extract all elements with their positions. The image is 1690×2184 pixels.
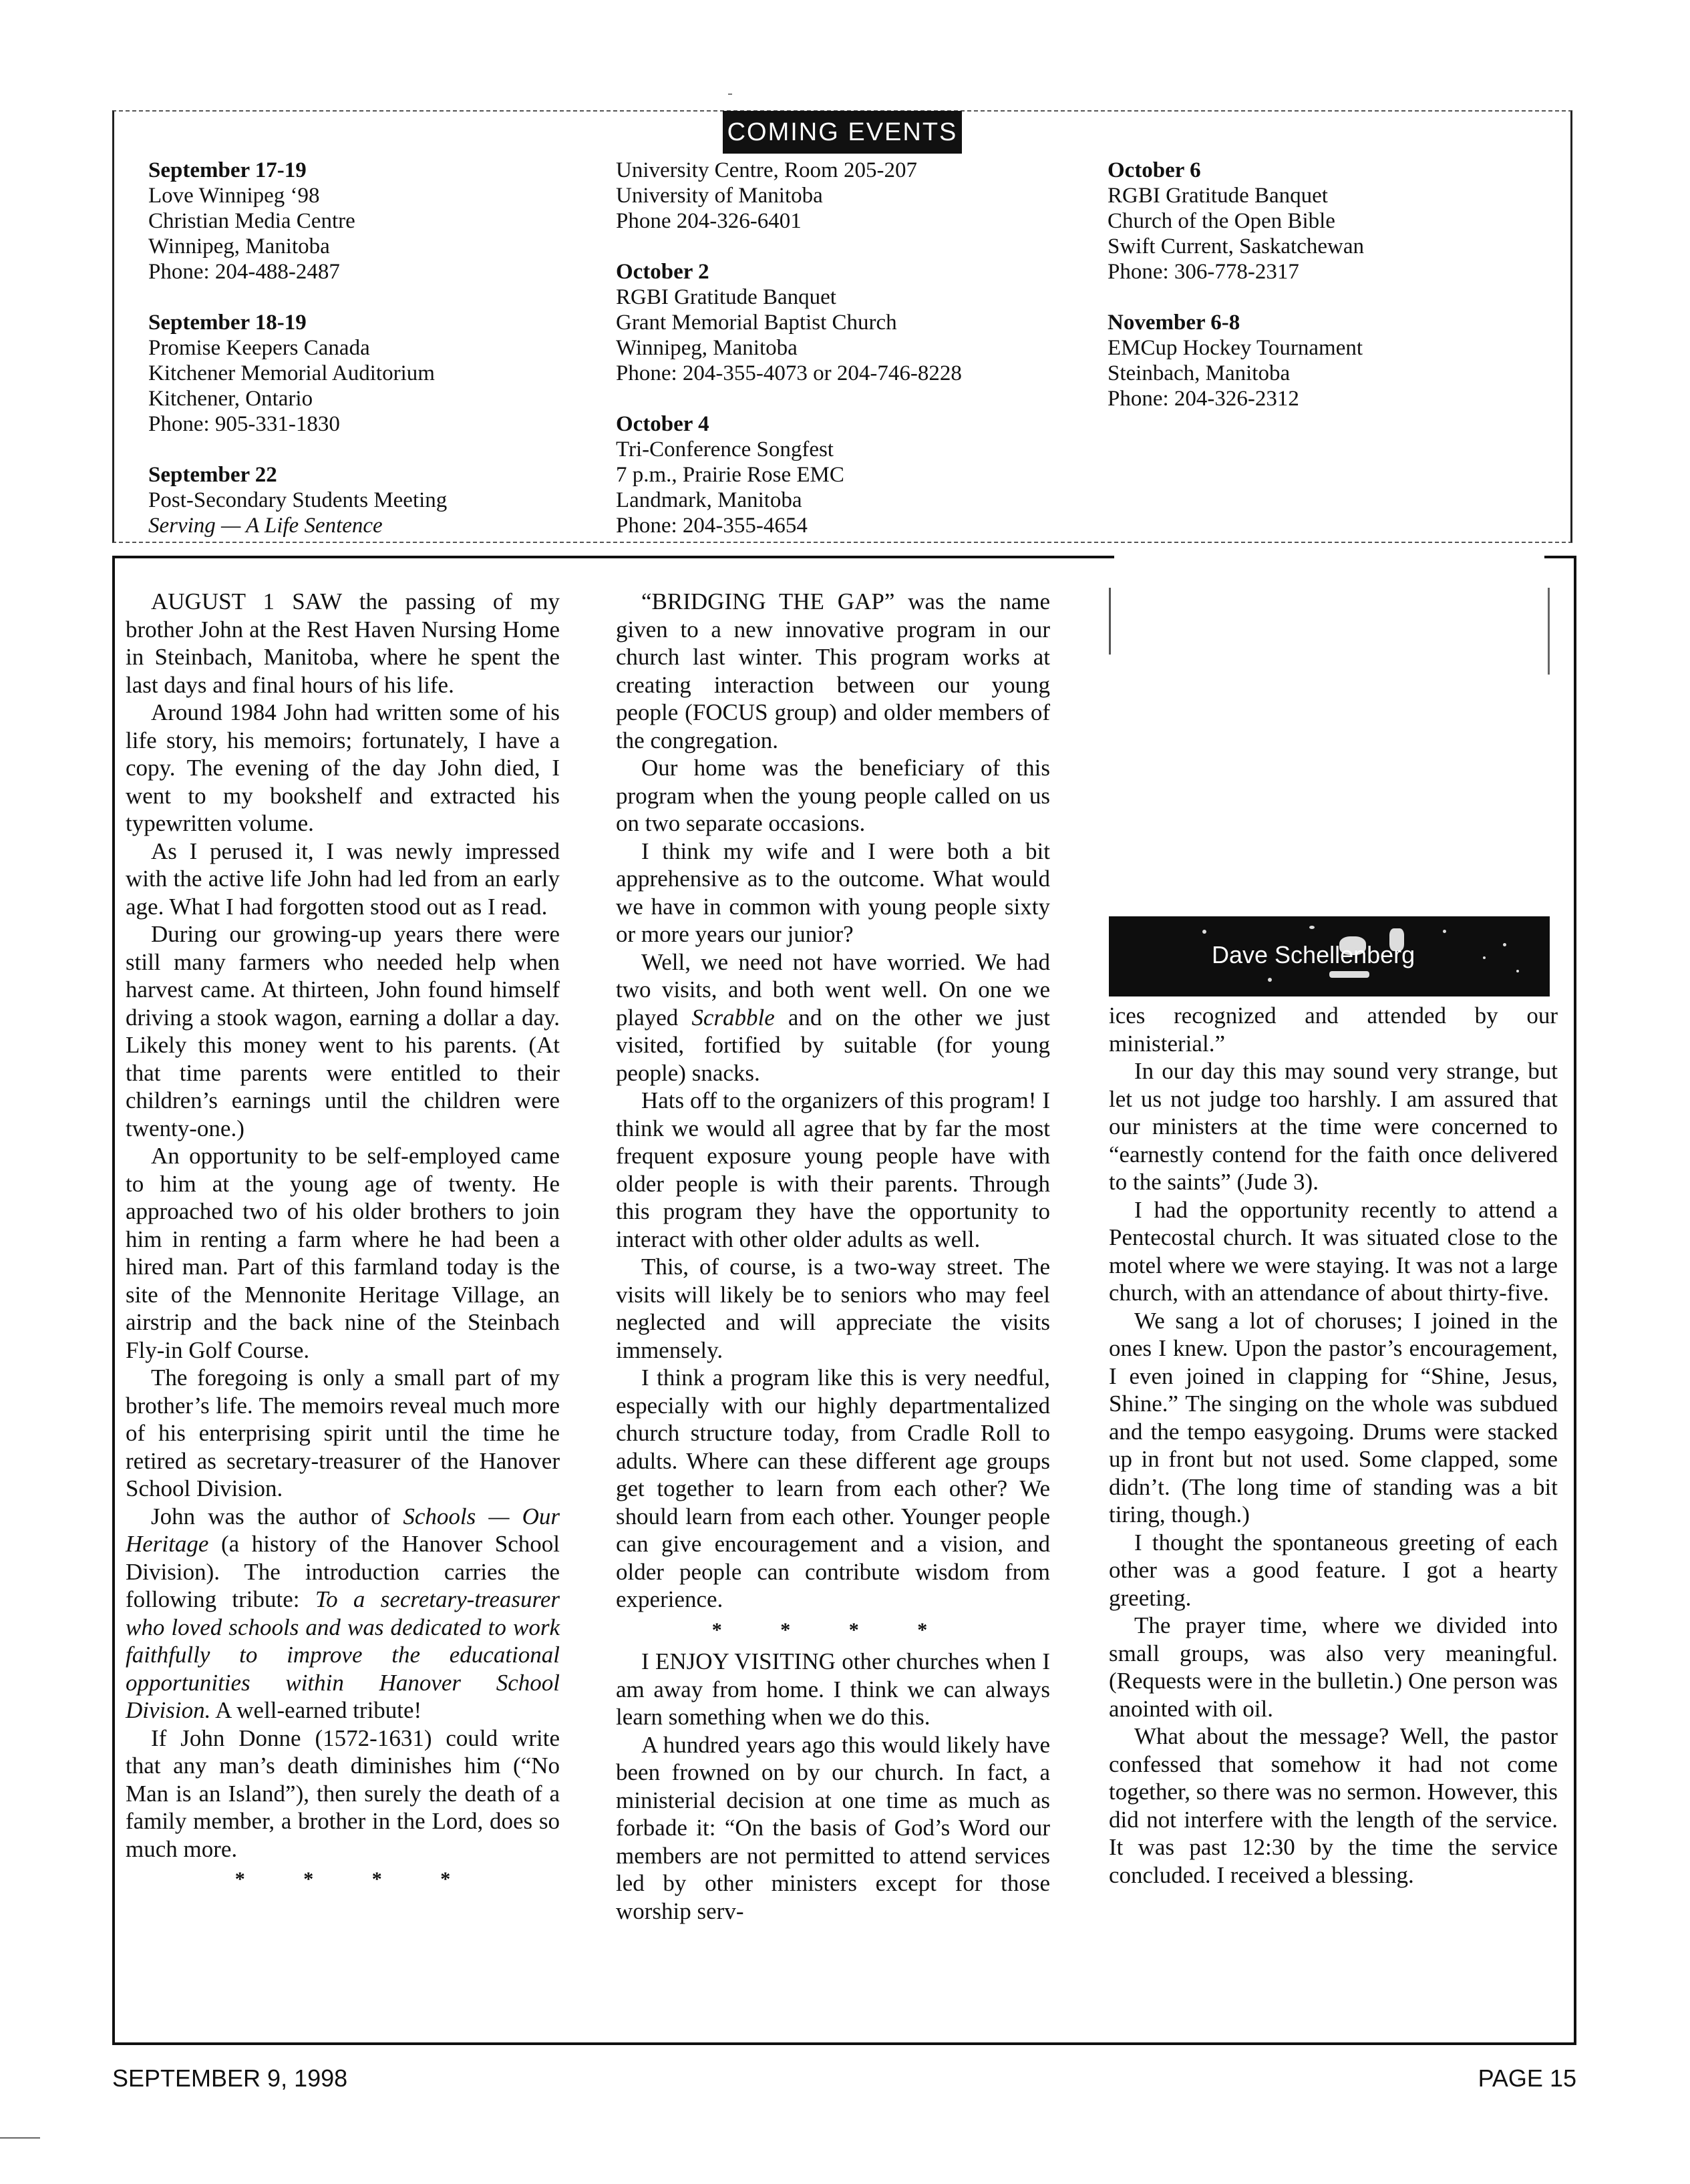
paragraph: I ENJOY VISITING other churches when I am away from home. I think we can always learn something when we do this.: [616, 1648, 1050, 1730]
paragraph: What about the message? Well, the pastor confessed that somehow it had not come together, so there was no sermon. However, this did not interfere with the length of the service. It was past 12:30 by the time the service concluded. I received a blessing.: [1109, 1723, 1558, 1888]
event-line: Winnipeg, Manitoba: [148, 234, 330, 258]
text-run: and on the other we just visited, fortified by suitable (for young people) snacks.: [616, 1004, 1051, 1086]
game-title: Scrabble: [691, 1004, 775, 1031]
top-tick-mark: [728, 94, 732, 95]
text-run: A well-earned tribute!: [210, 1697, 422, 1723]
event-line: Phone: 905-331-1830: [148, 412, 340, 436]
text-run: (a history of the Hanover School Division). The introduction carries the following tribute:: [126, 1531, 560, 1612]
event-line: Swift Current, Saskatchewan: [1108, 234, 1364, 258]
event-item: [616, 259, 1097, 386]
photo-rule: [1548, 588, 1550, 675]
paragraph: I thought the spontaneous greeting of each other was a good feature. I got a hearty greeting.: [1109, 1529, 1558, 1611]
paragraph: If John Donne (1572-1631) could write that any man’s death diminishes him (“No Man is an Island”), then surely the death of a family member, a brother in the Lord, does so much more.: [126, 1724, 560, 1862]
photo-rule: [1109, 588, 1111, 655]
corner-mark: [0, 2137, 40, 2139]
event-line: University Centre, Room 205-207: [616, 158, 917, 182]
event-date: November 6-8: [1108, 311, 1240, 335]
paragraph: ices recognized and attended by our ministerial.”: [1109, 1003, 1558, 1057]
paragraph: “BRIDGING THE GAP” was the name given to a new innovative program in our church last winter. This program works at creating interaction between our young people (FOCUS group) and older members of the congregation.: [616, 588, 1050, 753]
photo-caption-bar: [1109, 916, 1550, 996]
paragraph: I think my wife and I were both a bit apprehensive as to the outcome. What would we have in common with young people sixty or more years our junior?: [616, 838, 1050, 947]
event-line: Kitchener, Ontario: [148, 387, 313, 411]
event-line: Grant Memorial Baptist Church: [616, 311, 897, 335]
event-line: Steinbach, Manitoba: [1108, 361, 1291, 385]
paragraph: An opportunity to be self-employed came to him at the young age of twenty. He approached two of his older brothers to join him in renting a farm where he had been a hired man. Part of this farmland today is the site of the Mennonite Heritage Village, an airstrip and the back nine of the Steinbach Fly-in Golf Course.: [126, 1143, 560, 1363]
events-column-3: [1108, 158, 1535, 437]
event-item: [1108, 158, 1535, 285]
paragraph: I had the opportunity recently to attend a Pentecostal church. It was situated close to the motel where we were staying. It was not a large church, with an attendance of about thirty-five.: [1109, 1196, 1558, 1306]
footer-date: SEPTEMBER 9, 1998: [112, 2064, 348, 2092]
event-line: Love Winnipeg ‘98: [148, 184, 320, 208]
paragraph: We sang a lot of choruses; I joined in the ones I knew. Upon the pastor’s encouragement, I even joined in clapping for “Shine, Jesus, Shine.” The singing on the whole was subdued and the tempo easygoing. Drums were stacked up in front but not used. Some clapped, some didn’t. (The long time of standing was a bit tiring, though.): [1109, 1307, 1558, 1527]
event-line: Christian Media Centre: [148, 209, 355, 233]
paragraph: [126, 1503, 560, 1724]
paragraph: Hats off to the organizers of this program! I think we would all agree that by far the most frequent exposure young people have with older people is with their parents. Through this program they have the opportunity to interact with other older adults as well.: [616, 1087, 1050, 1252]
event-line: 7 p.m., Prairie Rose EMC: [616, 463, 844, 487]
paragraph: [616, 948, 1050, 1087]
event-line: University of Manitoba: [616, 184, 823, 208]
event-date: October 2: [616, 260, 709, 284]
event-line: Serving — A Life Sentence: [148, 514, 383, 538]
paragraph: This, of course, is a two-way street. The visits will likely be to seniors who may feel neglected and will appreciate the visits immensely.: [616, 1254, 1050, 1363]
event-item: [148, 462, 576, 538]
event-line: Tri-Conference Songfest: [616, 437, 834, 462]
event-line: Winnipeg, Manitoba: [616, 336, 798, 360]
event-date: September 22: [148, 463, 277, 487]
event-line: RGBI Gratitude Banquet: [616, 285, 836, 309]
event-line: Phone: 204-488-2487: [148, 260, 340, 284]
frame-top-rule: [112, 556, 1114, 558]
event-line: Phone: 204-355-4654: [616, 514, 808, 538]
section-divider-stars: * * * *: [711, 1618, 955, 1641]
event-item: [148, 310, 576, 437]
event-date: October 4: [616, 412, 709, 436]
paragraph: The foregoing is only a small part of my brother’s life. The memoirs reveal much more of his enterprising spirit until the time he retired as secretary-treasurer of the Hanover School Division.: [126, 1364, 560, 1501]
event-line: RGBI Gratitude Banquet: [1108, 184, 1328, 208]
events-column-2: [616, 158, 1097, 564]
frame-top-rule: [1544, 556, 1576, 558]
photo-caption: Dave Schellenberg: [1212, 941, 1415, 968]
event-line: Church of the Open Bible: [1108, 209, 1335, 233]
event-item: [616, 158, 1097, 234]
author-photo: [1109, 588, 1550, 996]
article-column-2: [616, 588, 1050, 1925]
book-title: Schools — Our Heritage: [126, 1503, 560, 1557]
tribute-quote: To a secretary-treasurer who loved schools and was dedicated to work faithfully to improve the educational opportunities within Hanover School Division.: [126, 1586, 560, 1723]
event-date: September 17-19: [148, 158, 307, 182]
text-run: John was the author of: [151, 1503, 403, 1529]
article-column-1: [126, 588, 560, 1897]
event-line: Phone: 204-355-4073 or 204-746-8228: [616, 361, 962, 385]
event-item: [148, 158, 576, 285]
event-date: September 18-19: [148, 311, 307, 335]
event-line: Kitchener Memorial Auditorium: [148, 361, 435, 385]
event-line: Promise Keepers Canada: [148, 336, 370, 360]
paragraph: During our growing-up years there were still many farmers who needed help when harvest came. At thirteen, John found himself driving a stook wagon, earning a dollar a day. Likely this money went to his parents. (At that time parents were entitled to their children’s earnings until the children were twenty-one.): [126, 921, 560, 1141]
text-run: Well, we need not have worried. We had two visits, and both went well. On one we played: [616, 948, 1050, 1031]
paragraph: Our home was the beneficiary of this program when the young people called on us on two separate occasions.: [616, 755, 1050, 836]
event-line: Landmark, Manitoba: [616, 488, 802, 512]
paragraph: I think a program like this is very needful, especially with our highly departmentalized church structure today, from Cradle Roll to adults. Where can these different age groups get together to learn from each other? We should learn from each other. Younger people can give encouragement and a vision, and older people can contribute wisdom from experience.: [616, 1364, 1050, 1612]
paragraph: Around 1984 John had written some of his life story, his memoirs; fortunately, I have a copy. The evening of the day John died, I went to my bookshelf and extracted his typewritten volume.: [126, 699, 560, 836]
footer-page-number: PAGE 15: [1478, 2064, 1576, 2092]
event-item: [616, 411, 1097, 538]
coming-events-title: COMING EVENTS: [723, 111, 962, 154]
paragraph: The prayer time, where we divided into small groups, was also very meaningful. (Requests were in the bulletin.) One person was anointed with oil.: [1109, 1612, 1558, 1722]
events-column-1: [148, 158, 576, 564]
event-line: Post-Secondary Students Meeting: [148, 488, 448, 512]
event-item: [1108, 310, 1535, 411]
paragraph: As I perused it, I was newly impressed with the active life John had led from an early age. What I had forgotten stood out as I read.: [126, 838, 560, 920]
article-column-3: [1109, 1002, 1558, 1889]
paragraph: A hundred years ago this would likely have been frowned on by our church. In fact, a ministerial decision at one time as much as forbade it: “On the basis of God’s Word our members are not permitted to attend services led by other ministers except for those worship serv-: [616, 1731, 1050, 1924]
paragraph: AUGUST 1 SAW the passing of my brother John at the Rest Haven Nursing Home in Steinbach, Manitoba, where he spent the last days and final hours of his life.: [126, 588, 560, 698]
section-divider-stars: * * * *: [234, 1868, 478, 1890]
event-line: Phone 204-326-6401: [616, 209, 802, 233]
event-date: October 6: [1108, 158, 1201, 182]
event-line: Phone: 306-778-2317: [1108, 260, 1299, 284]
paragraph: In our day this may sound very strange, but let us not judge too harshly. I am assured that our ministers at the time were concerned to “earnestly contend for the faith once delivered to the saints” (Jude 3).: [1109, 1058, 1558, 1195]
event-line: EMCup Hockey Tournament: [1108, 336, 1363, 360]
event-line: Phone: 204-326-2312: [1108, 387, 1299, 411]
